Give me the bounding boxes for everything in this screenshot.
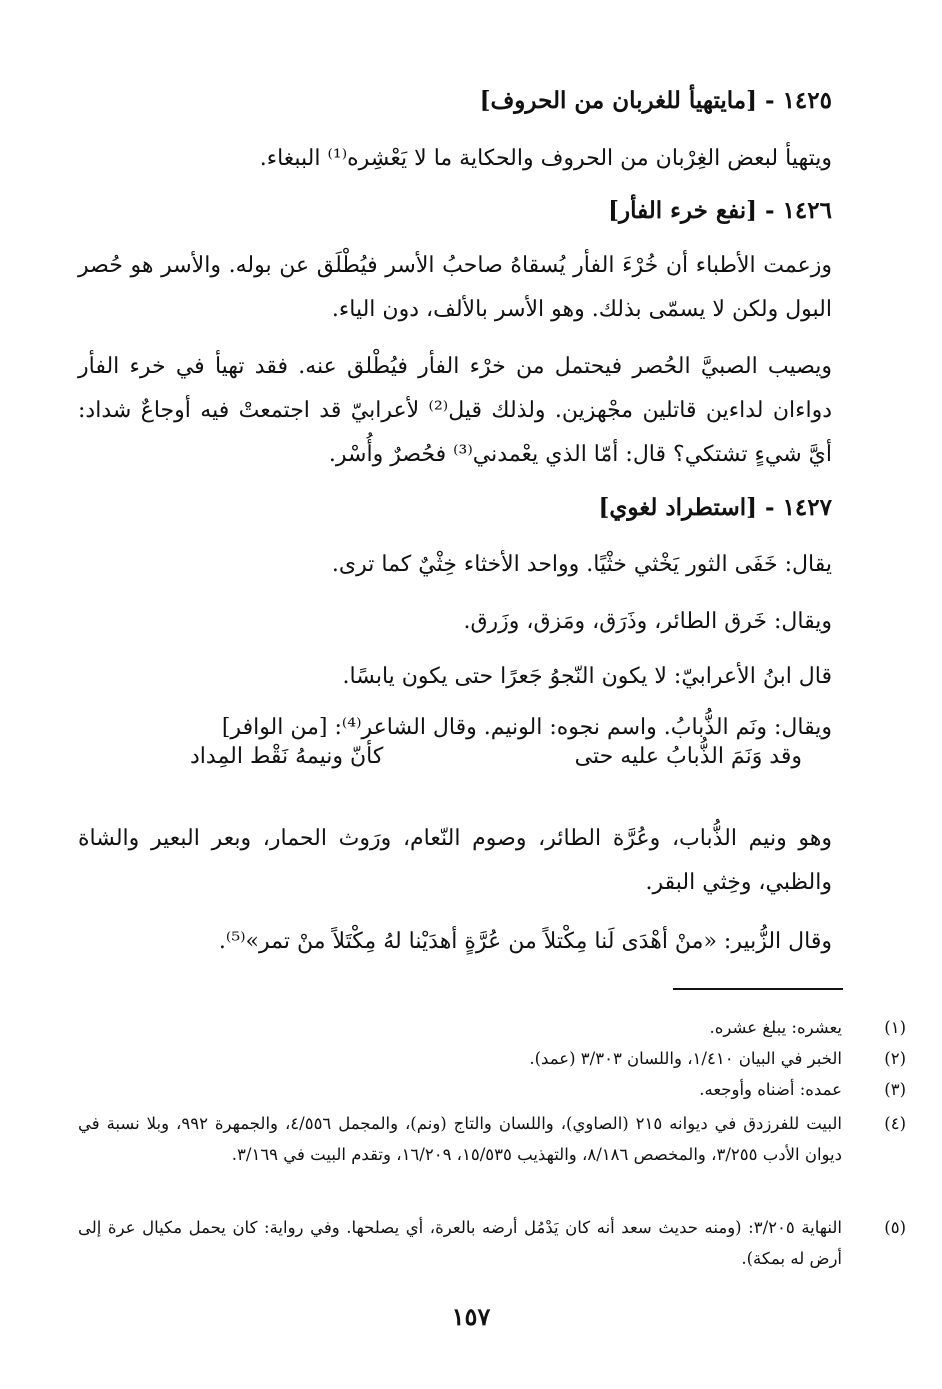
paragraph: وهو ونيم الذُّباب، وعُرَّة الطائر، وصوم النّعام، ورَوث الحمار، وبعر البعير والشاة والظبي، وخِثي البقر. [78, 826, 832, 895]
paragraph: قال ابنُ الأعرابيّ: لا يكون النّجوُ جَعرًا حتى يكون يابسًا. [342, 664, 832, 689]
paragraph: ويقال: ونَم الذُّبابُ. واسم نجوه: الونيم. وقال الشاعر⁽⁴⁾: [من الوافر] [221, 715, 832, 740]
paragraph: ويتهيأ لبعض الغِرْبان من الحروف والحكاية ما لا يَعْشِره⁽¹⁾ الببغاء. [259, 146, 832, 171]
footnote-number: (٣) [884, 1080, 906, 1099]
footnote-text: يعشره: يبلغ عشره. [709, 1018, 842, 1037]
footnote-number: (١) [884, 1018, 906, 1037]
footnote-4 [78, 1108, 906, 1170]
page-number: ١٥٧ [451, 1302, 491, 1331]
footnote-1 [78, 1012, 906, 1043]
section-heading-1427: ١٤٢٧ - [استطراد لغوي] [598, 494, 832, 521]
footnote-number: (٢) [884, 1049, 906, 1068]
paragraph: ويصيب الصبيَّ الحُصر فيحتمل من خرْء الفأر فيُطْلق عنه. فقد تهيأ في خرء الفأر دواءان لداءين قاتلين مجْهزين. ولذلك قيل⁽²⁾ لأعرابيّ قد اجتمعتْ فيه أوجاعٌ شداد: أيَّ شيءٍ تشتكي؟ قال: أمّا الذي يعْمدني⁽³⁾ فحُصرٌ وأُسْر. [78, 354, 833, 467]
paragraph: ويقال: خَرق الطائر، وذَرَق، ومَزق، وزَرق. [463, 609, 832, 634]
footnote-2 [78, 1043, 906, 1074]
paragraph: وزعمت الأطباء أن خُرْءَ الفأر يُسقاهُ صاحبُ الأسر فيُطْلَق عن بوله. والأسر هو حُصر البول ولكن لا يسمّى بذلك. وهو الأسر بالألف، دون الياء. [78, 253, 832, 322]
footnote-separator [673, 988, 843, 990]
footnote-text: الخبر في البيان ١/٤١٠، واللسان ٣/٣٠٣ (عمد). [529, 1049, 842, 1068]
section-heading-1425: ١٤٢٥ - [مايتهيأ للغربان من الحروف] [479, 87, 832, 114]
verse-second-hemistich: كأنّ ونيمهُ نَقْط المِداد [190, 744, 384, 769]
footnote-text: النهاية ٣/٢٠٥: (ومنه حديث سعد أنه كان يَدْمُل أرضه بالعرة، أي يصلحها. وفي رواية: كان يحمل مكيال عرة إلى أرض له بمكة). [78, 1218, 842, 1268]
footnote-5 [78, 1212, 906, 1274]
footnote-text: عمده: أضناه وأوجعه. [699, 1080, 842, 1099]
footnote-number: (٥) [884, 1218, 906, 1237]
section-heading-1426: ١٤٢٦ - [نفع خرء الفأر] [608, 197, 832, 224]
footnote-text: البيت للفرزدق في ديوانه ٢١٥ (الصاوي)، واللسان والتاج (ونم)، والمجمل ٤/٥٥٦، والجمهرة ٩٩٢، وبلا نسبة في ديوان الأدب ٣/٢٥٥، والمخصص ٨/١٨٦، والتهذيب ١٥/٥٣٥، ١٦/٢٠٩، وتقدم البيت في ٣/١٦٩. [78, 1114, 842, 1164]
footnote-number: (٤) [884, 1114, 906, 1133]
paragraph: وقال الزُّبير: «منْ أهْدَى لَنا مِكْتلاً من عُرَّةٍ أهدَيْنا لهُ مِكْتَلاً منْ تمر»⁽⁵⁾. [218, 929, 832, 954]
verse-first-hemistich: وقد وَنَمَ الذُّبابُ عليه حتى [574, 744, 802, 769]
paragraph: يقال: خَفَى الثور يَخْثي خثْيًا. وواحد الأخثاء خِثْيٌ كما ترى. [331, 552, 832, 577]
footnote-3 [78, 1074, 906, 1105]
